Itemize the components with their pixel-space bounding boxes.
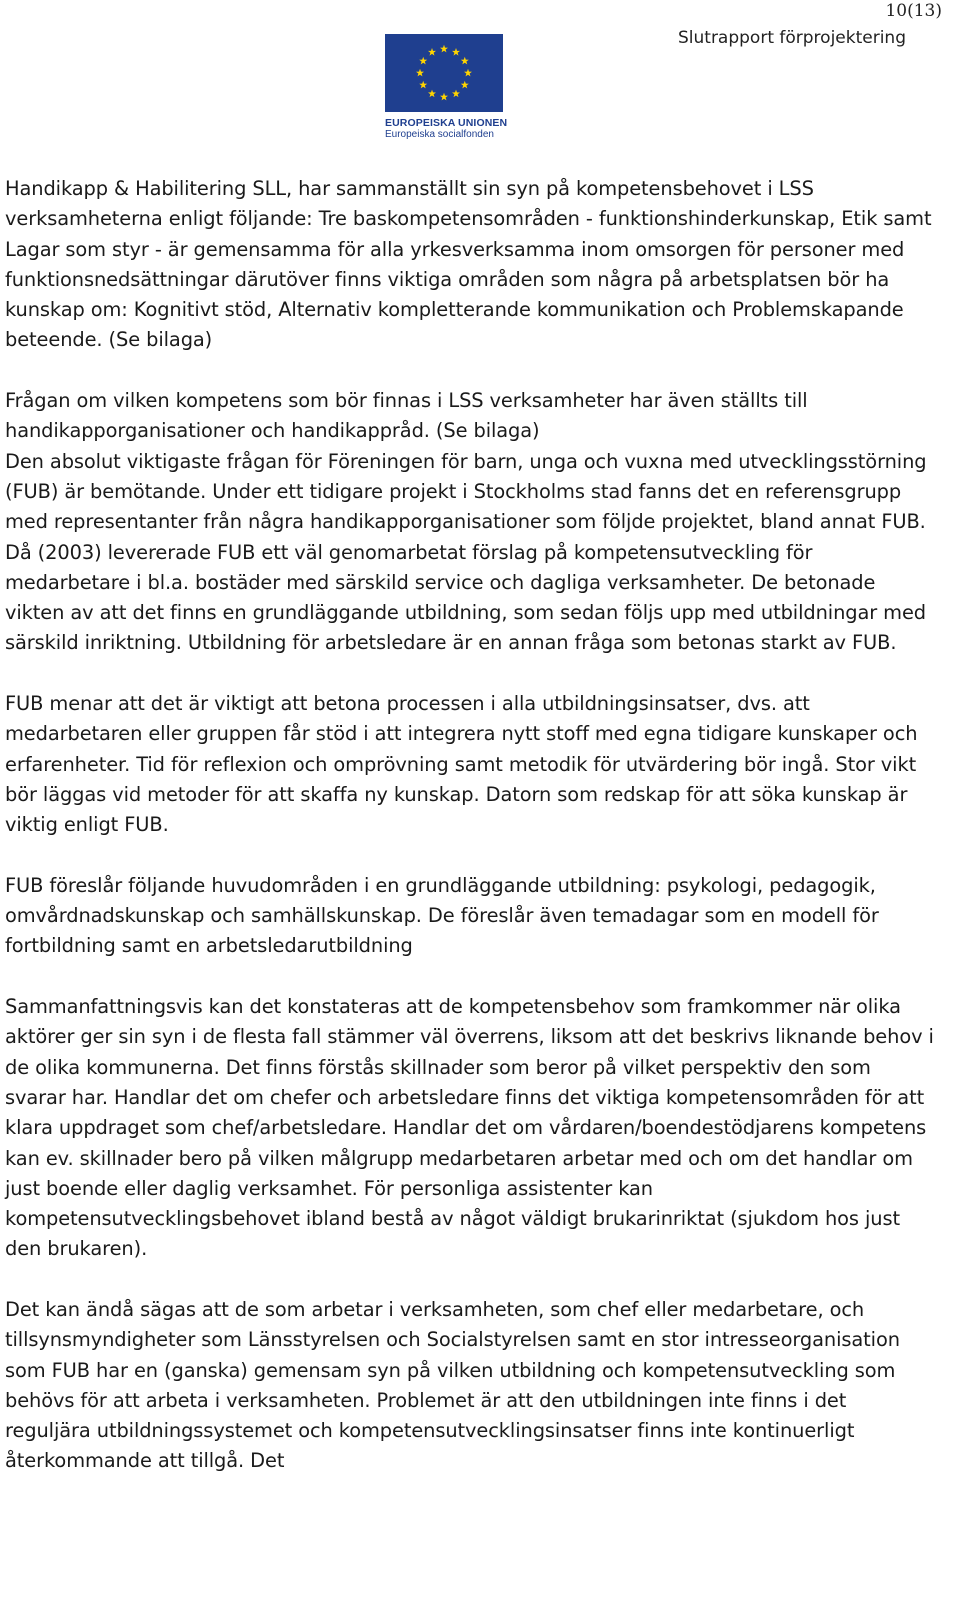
body-paragraph: Frågan om vilken kompetens som bör finnas i LSS verksamheter har även ställts till handikapporganisationer och handikappråd. (Se bilaga) [5,389,808,443]
body-paragraph: Sammanfattningsvis kan det konstateras att de kompetensbehov som framkommer när olika aktörer ger sin syn i de flesta fall stämmer väl överrens, liksom att det beskrivs liknande behov i de olika kommunerna. Det finns förstås skillnader som beror på vilket perspektiv den som svarar har. Handlar det om chefer och arbetsledare finns det viktiga kompetensområden för att klara uppdraget som chef/arbetsledare. Handlar det om vårdaren/boendestödjarens kompetens kan ev. skillnader bero på vilken målgrupp medarbetaren arbetar med och om det handlar om just boende eller daglig verksamhet. För personliga assistenter kan kompetensutvecklingsbehovet ibland bestå av något väldigt brukarinriktat (sjukdom hos just den brukaren). [5,995,934,1261]
eu-logo [385,34,508,140]
page-number: 10(13) [885,1,942,21]
body-paragraph: Det kan ändå sägas att de som arbetar i verksamheten, som chef eller medarbetare, och tillsynsmyndigheter som Länsstyrelsen och Socialstyrelsen samt en stor intresseorganisation som FUB har en (ganska) gemensam syn på vilken utbildning och kompetensutveckling som behövs för att arbeta i verksamheten. Problemet är att den utbildningen inte finns i det reguljära utbildningssystemet och kompetensutvecklingsinsatser finns inte kontinuerligt återkommande att tillgå. Det [5,1297,900,1473]
body-paragraph: FUB menar att det är viktigt att betona processen i alla utbildningsinsatser, dvs. att medarbetaren eller gruppen får stöd i att integrera nytt stoff med egna tidigare kunskaper och erfarenheter. Tid för reflexion och omprövning samt metodik för utvärdering bör ingå. Stor vikt bör läggas vid metoder för att skaffa ny kunskap. Datorn som redskap för att söka kunskap är viktig enligt FUB. [5,692,918,837]
report-title: Slutrapport förprojektering [677,28,906,48]
body-paragraph: Den absolut viktigaste frågan för Föreningen för barn, unga och vuxna med utvecklingsstörning (FUB) är bemötande. Under ett tidigare projekt i Stockholms stad fanns det en referensgrupp med representanter från några handikapporganisationer som följde projektet, bland annat FUB. Då (2003) levererade FUB ett väl genomarbetat förslag på kompetensutveckling för medarbetare i bl.a. bostäder med särskild service och dagliga verksamheter. De betonade vikten av att det finns en grundläggande utbildning, som sedan följs upp med utbildningar med särskild inriktning. Utbildning för arbetsledare är en annan fråga som betonas starkt av FUB. [5,449,927,655]
document-body [5,174,935,1507]
body-paragraph: FUB föreslår följande huvudområden i en grundläggande utbildning: psykologi, pedagogik, omvårdnadskunskap och samhällskunskap. De föreslår även temadagar som en modell för fortbildning samt en arbetsledarutbildning [5,873,879,958]
body-paragraph: Handikapp & Habilitering SLL, har sammanställt sin syn på kompetensbehovet i LSS verksamheterna enligt följande: Tre baskompetensområden - funktionshinderkunskap, Etik samt Lagar som styr - är gemensamma för alla yrkesverksamma inom omsorgen för personer med funktionsnedsättningar därutöver finns viktiga områden som några på arbetsplatsen bör ha kunskap om: Kognitivt stöd, Alternativ kompletterande kommunikation och Problemskapande beteende. (Se bilaga) [5,177,932,352]
eu-caption-socialfund: Europeiska socialfonden [385,129,494,140]
eu-flag-icon [385,34,503,112]
eu-caption-union: EUROPEISKA UNIONEN [385,117,508,129]
